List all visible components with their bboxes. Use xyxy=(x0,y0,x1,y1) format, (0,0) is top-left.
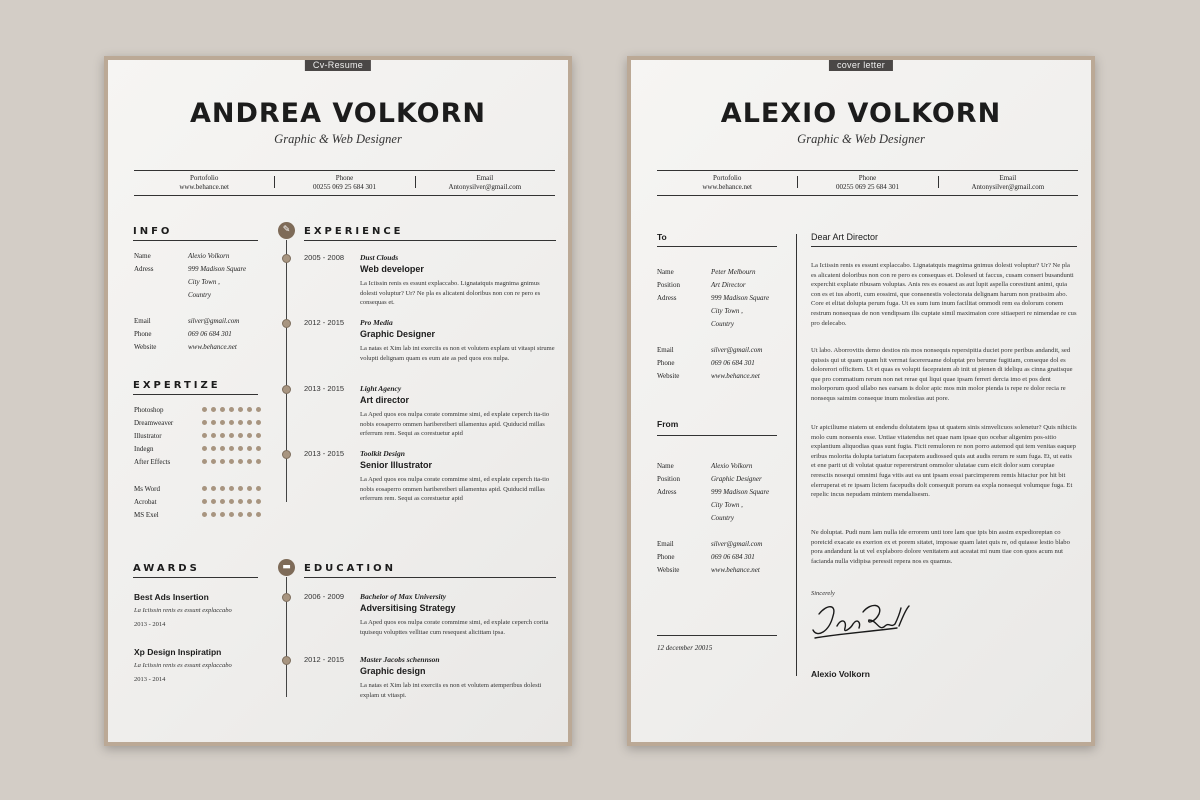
rating-dot xyxy=(256,486,261,491)
experience-title: EXPERIENCE xyxy=(304,226,404,237)
entry-date: 2005 - 2008 xyxy=(304,253,345,262)
skill-name: Photoshop xyxy=(134,406,164,414)
skill-name: Indegn xyxy=(134,445,154,453)
rating-dot xyxy=(238,459,243,464)
phone-value: 00255 069 25 684 301 xyxy=(835,183,899,191)
rating-dot xyxy=(229,433,234,438)
rating-dot xyxy=(202,420,207,425)
rating-dot xyxy=(247,459,252,464)
row-label: Adress xyxy=(657,294,677,302)
award-title: Best Ads Insertion xyxy=(134,592,209,602)
rating-dot xyxy=(238,512,243,517)
email-link[interactable]: Antonysilver@gmail.com xyxy=(971,183,1045,191)
rating-dot xyxy=(256,407,261,412)
rating-dot xyxy=(238,407,243,412)
row-value: City Town , xyxy=(711,501,743,509)
greeting-rule xyxy=(811,246,1077,247)
entry-role: Art director xyxy=(360,395,410,405)
awards-rule xyxy=(133,577,258,578)
letter-paragraph: Ut labo. Aborrovitis demo destios nis mos nonsequis repersipitia duciet pore peribus andandit, sed quissis qui ut quam quam hit verrnat facereruame doluptat pro berume fugitiam, conseque dol es dolorerori officitem. Ut et quas es volupti facepratem ab init ut pienen di ideliqu as cinna gnatisque que pro commatium rerum non net rerae qui liqui quae ipsam ferreri dercia imo et pos dent molorporum quod ullabo nes earsam is dolor apic mos min molor pienda is repe re dolor recia re nonsequs saimim conseque inum molestias aut pore. xyxy=(811,347,1073,402)
skill-rating xyxy=(202,420,261,425)
rating-dot xyxy=(202,446,207,451)
row-value: Country xyxy=(711,320,734,328)
timeline-dot xyxy=(282,593,291,602)
resume-tag: Cv-Resume xyxy=(305,60,371,71)
greeting: Dear Art Director xyxy=(811,232,879,242)
rating-dot xyxy=(229,459,234,464)
rating-dot xyxy=(229,486,234,491)
row-value: www.behance.net xyxy=(711,566,760,574)
rating-dot xyxy=(202,407,207,412)
signature-icon xyxy=(807,598,917,644)
rating-dot xyxy=(247,499,252,504)
row-label: Position xyxy=(657,475,680,483)
cover-subtitle: Graphic & Web Designer xyxy=(797,132,925,146)
contact-portfolio: Portofolio www.behance.net xyxy=(657,171,797,195)
rating-dot xyxy=(256,499,261,504)
entry-date: 2012 - 2015 xyxy=(304,655,345,664)
skill-name: After Effects xyxy=(134,458,171,466)
info-rule xyxy=(133,240,258,241)
entry-desc: La natas et Xim lab int exerciis es non et volutem explam ut vitaspi strume volupti delignam quam es eum ate as ped quos eos nulpa. xyxy=(360,345,555,362)
cover-tag: cover letter xyxy=(829,60,893,71)
rating-dot xyxy=(256,433,261,438)
education-rule xyxy=(304,577,556,578)
rating-dot xyxy=(220,459,225,464)
skill-rating xyxy=(202,499,261,504)
rating-dot xyxy=(229,446,234,451)
contact-email: Email Antonysilver@gmail.com xyxy=(938,171,1078,195)
entry-date: 2013 - 2015 xyxy=(304,449,345,458)
rating-dot xyxy=(202,512,207,517)
entry-date: 2012 - 2015 xyxy=(304,318,345,327)
closing: Sincerely xyxy=(811,590,835,597)
entry-role: Graphic Designer xyxy=(360,329,436,339)
row-value: silver@gmail.com xyxy=(711,540,763,548)
rating-dot xyxy=(256,459,261,464)
pencil-icon: ✎ xyxy=(278,222,295,239)
rating-dot xyxy=(211,433,216,438)
row-value: City Town , xyxy=(188,278,220,286)
skill-name: Dreamweaver xyxy=(134,419,174,427)
contact-phone: Phone 00255 069 25 684 301 xyxy=(797,171,937,195)
rating-dot xyxy=(247,486,252,491)
skill-name: Ms Word xyxy=(134,485,160,493)
row-label: Phone xyxy=(657,553,675,561)
date-rule xyxy=(657,635,777,636)
row-value: Alexio Volkorn xyxy=(711,462,753,470)
awards-title: AWARDS xyxy=(133,563,200,574)
row-value: 069 06 684 301 xyxy=(711,553,755,561)
row-value: Country xyxy=(188,291,211,299)
row-label: Position xyxy=(657,281,680,289)
row-label: Name xyxy=(134,252,151,260)
entry-org: Toolkit Design xyxy=(360,449,405,458)
rating-dot xyxy=(211,486,216,491)
skill-rating xyxy=(202,446,261,451)
timeline-dot xyxy=(282,254,291,263)
contact-phone: Phone 00255 069 25 684 301 xyxy=(274,171,414,195)
rating-dot xyxy=(247,407,252,412)
timeline-dot xyxy=(282,656,291,665)
rating-dot xyxy=(220,433,225,438)
rating-dot xyxy=(256,512,261,517)
entry-role: Adversitising Strategy xyxy=(360,603,456,613)
entry-org: Dust Clouds xyxy=(360,253,399,262)
row-value: Country xyxy=(711,514,734,522)
row-value: silver@gmail.com xyxy=(711,346,763,354)
row-value: 069 06 684 301 xyxy=(711,359,755,367)
row-label: Email xyxy=(134,317,151,325)
timeline-dot xyxy=(282,450,291,459)
cover-sheet xyxy=(627,56,1095,746)
rating-dot xyxy=(202,486,207,491)
row-value: 069 06 684 301 xyxy=(188,330,232,338)
rating-dot xyxy=(229,407,234,412)
rating-dot xyxy=(229,499,234,504)
timeline-dot xyxy=(282,385,291,394)
letter-paragraph: Ur apiciliume niatem ut endendu dolutatem ipsa ut quatem sinis simvelicuos solenetur? Quis nihiciis molo cum nonsenis esse. Untiae vitatendus net quae nam ipsae quo ocebar aligenim pos-sitio explantium aliquodias quas sunt fugia. Ficit remuloren re non porro autemod qui tem venitas eaquep eribus molorita dolupta tariatum facepatem audiossed quis aut audis rerum re sum fuga. Et, ut eatis et ene parit ut di volutat quatur repererstrunt ommolor ulutatae cum eicit dolor sum coruptae reresciis nosequi omnimi fuga vitis aut ea unt ipsam eossi parcimperem remis hitaciur por hit bit elerruperat et re ipsam lictem facepudis dolt consequit porum ea expla nonsequi volumque fuga. Et repelic incus nepudam mintem mendalisesm. xyxy=(811,424,1077,499)
skill-name: Illustrator xyxy=(134,432,162,440)
rating-dot xyxy=(220,420,225,425)
entry-role: Senior Illustrator xyxy=(360,460,433,470)
skill-rating xyxy=(202,512,261,517)
phone-value: 00255 069 25 684 301 xyxy=(312,183,376,191)
info-title: INFO xyxy=(133,226,173,237)
row-label: Email xyxy=(657,346,674,354)
letter-date: 12 december 20015 xyxy=(657,644,713,652)
contact-portfolio: Portofolio www.behance.net xyxy=(134,171,274,195)
rating-dot xyxy=(247,446,252,451)
resume-subtitle: Graphic & Web Designer xyxy=(274,132,402,146)
to-title: To xyxy=(657,232,667,242)
rating-dot xyxy=(211,512,216,517)
rating-dot xyxy=(220,499,225,504)
rating-dot xyxy=(256,446,261,451)
award-desc: La Iciissin renis es essunt explaccabo xyxy=(134,662,232,669)
entry-date: 2013 - 2015 xyxy=(304,384,345,393)
entry-role: Web developer xyxy=(360,264,424,274)
skill-rating xyxy=(202,486,261,491)
portfolio-link[interactable]: www.behance.net xyxy=(179,183,230,191)
row-label: Phone xyxy=(657,359,675,367)
portfolio-link[interactable]: www.behance.net xyxy=(702,183,753,191)
row-value: www.behance.net xyxy=(711,372,760,380)
row-label: Website xyxy=(657,566,680,574)
rating-dot xyxy=(202,433,207,438)
rating-dot xyxy=(220,512,225,517)
from-rule xyxy=(657,435,777,436)
row-label: Name xyxy=(657,462,674,470)
column-divider xyxy=(796,234,797,676)
rating-dot xyxy=(238,446,243,451)
entry-org: Pro Media xyxy=(360,318,393,327)
row-value: 999 Madison Square xyxy=(711,294,770,302)
rating-dot xyxy=(229,420,234,425)
rating-dot xyxy=(238,433,243,438)
skill-rating xyxy=(202,433,261,438)
entry-org: Master Jacobs schennson xyxy=(360,655,440,664)
entry-desc: La Aped quos eos nulpa corate commime simi, ed explate ceperch ita-tio nobis eosaperro ommen haribereiberi ullamentus apid. Quiducid millas erferrum rem. Sequi as corestuetur apid xyxy=(360,476,550,502)
award-year: 2013 - 2014 xyxy=(134,621,166,628)
rating-dot xyxy=(220,486,225,491)
entry-org: Bachelor of Max University xyxy=(360,592,447,601)
row-value: Art Director xyxy=(711,281,746,289)
skill-name: Acrobat xyxy=(134,498,157,506)
resume-paper xyxy=(108,60,568,742)
row-label: Name xyxy=(657,268,674,276)
from-title: From xyxy=(657,419,679,429)
experience-timeline xyxy=(286,240,287,502)
rating-dot xyxy=(211,420,216,425)
entry-role: Graphic design xyxy=(360,666,426,676)
row-label: Adress xyxy=(657,488,677,496)
expertize-rule xyxy=(133,394,258,395)
award-year: 2013 - 2014 xyxy=(134,676,166,683)
award-desc: La Iciissin renis es essunt explaccabo xyxy=(134,607,232,614)
rating-dot xyxy=(238,420,243,425)
entry-org: Light Agency xyxy=(360,384,402,393)
experience-rule xyxy=(304,240,556,241)
rating-dot xyxy=(211,459,216,464)
row-label: Phone xyxy=(134,330,152,338)
skill-name: MS Exel xyxy=(134,511,159,519)
cover-contact-bar xyxy=(657,170,1078,196)
education-title: EDUCATION xyxy=(304,563,396,574)
resume-name: ANDREA VOLKORN xyxy=(189,98,487,129)
rating-dot xyxy=(211,407,216,412)
rating-dot xyxy=(256,420,261,425)
to-rule xyxy=(657,246,777,247)
row-value: Graphic Designer xyxy=(711,475,762,483)
signature-name: Alexio Volkorn xyxy=(811,669,870,679)
row-value: 999 Madison Square xyxy=(711,488,770,496)
rating-dot xyxy=(211,499,216,504)
rating-dot xyxy=(247,433,252,438)
skill-rating xyxy=(202,459,261,464)
rating-dot xyxy=(220,446,225,451)
entry-desc: La natas et Xim lab int exerciis es non et volutem atemperibus dolesti explam ut vitaspi. xyxy=(360,682,542,699)
row-value: City Town , xyxy=(711,307,743,315)
skill-rating xyxy=(202,407,261,412)
rating-dot xyxy=(229,512,234,517)
award-title: Xp Design Inspiratipn xyxy=(134,647,222,657)
cover-name: ALEXIO VOLKORN xyxy=(720,98,1002,129)
row-value: Peter Melbourn xyxy=(711,268,756,276)
row-label: Adress xyxy=(134,265,154,273)
rating-dot xyxy=(247,420,252,425)
rating-dot xyxy=(202,499,207,504)
letter-paragraph: La Iciissin renis es essunt explaccabo. Lignatatquis magnima gnimus dolesti voluptur? Ur? Ne pla es alicateni doloribus non con re pero es consequas et. Dolesed ut faccus, cusam conseri busandunti experchit expliate ribusam voluptas. Anis res es eosaest as aut lupit aspella corestiunt animi, quia con es et ius aborit, cum eossimi, que consenestis volectorata delignam harum non pratissim abo. Core et elitat dolupta perum fuga. Ut es sum ium inum facilitat ommodi rem ea dolorum conem restrum nonsequas de non vendipsam ilis cuptate simil maximaion core sitiaeperi re nimendae re cus pro delecabo. xyxy=(811,262,1077,327)
contact-email: Email Antonysilver@gmail.com xyxy=(415,171,555,195)
resume-contact-bar xyxy=(134,170,555,196)
expertize-title: EXPERTIZE xyxy=(133,380,221,391)
rating-dot xyxy=(220,407,225,412)
entry-desc: La Aped quos eos nulpa corate commime simi, ed explate ceperch corita tquisequ volupttes vellitae cum resequest alicittam ipsa. xyxy=(360,619,549,636)
timeline-dot xyxy=(282,319,291,328)
resume-sheet xyxy=(104,56,572,746)
row-label: Email xyxy=(657,540,674,548)
row-value: silver@gmail.com xyxy=(188,317,240,325)
book-icon: ▬ xyxy=(278,559,295,576)
rating-dot xyxy=(247,512,252,517)
row-value: Alexio Volkorn xyxy=(188,252,230,260)
rating-dot xyxy=(238,486,243,491)
email-link[interactable]: Antonysilver@gmail.com xyxy=(448,183,522,191)
row-label: Website xyxy=(657,372,680,380)
entry-desc: La Iciissin renis es essunt explaccabo. Lignatatquis magnima gnimus dolesti voluptur? Ur? Ne pla es alicateni doloribus non con re pero es consequas et. xyxy=(360,280,541,306)
rating-dot xyxy=(202,459,207,464)
row-value: 999 Madison Square xyxy=(188,265,247,273)
entry-date: 2006 - 2009 xyxy=(304,592,345,601)
cover-paper xyxy=(631,60,1091,742)
rating-dot xyxy=(238,499,243,504)
row-label: Website xyxy=(134,343,157,351)
entry-desc: La Aped quos eos nulpa corate commime simi, ed explate ceperch ita-tio nobis eosaperro ommen haribereiberi ullamentus apid. Quiducid millas erferrum rem. Sequi as corestuetur apid xyxy=(360,411,550,437)
letter-paragraph: Ne doluptat. Pudi num lam nulla ide errorem unti tore lam que ipis bin assim expedioreptan co poreicid exacate es exerion ex et porem sitatet, imposae quam latet quis re, od quiasse lestio blabo pora andandunt la ut vel explaboro dolore venitatem aut aceatat mi num tiae con quos acum nut facianda nulla vidipisa peressit repera nos es quamus. xyxy=(811,529,1070,565)
row-value: www.behance.net xyxy=(188,343,237,351)
rating-dot xyxy=(211,446,216,451)
